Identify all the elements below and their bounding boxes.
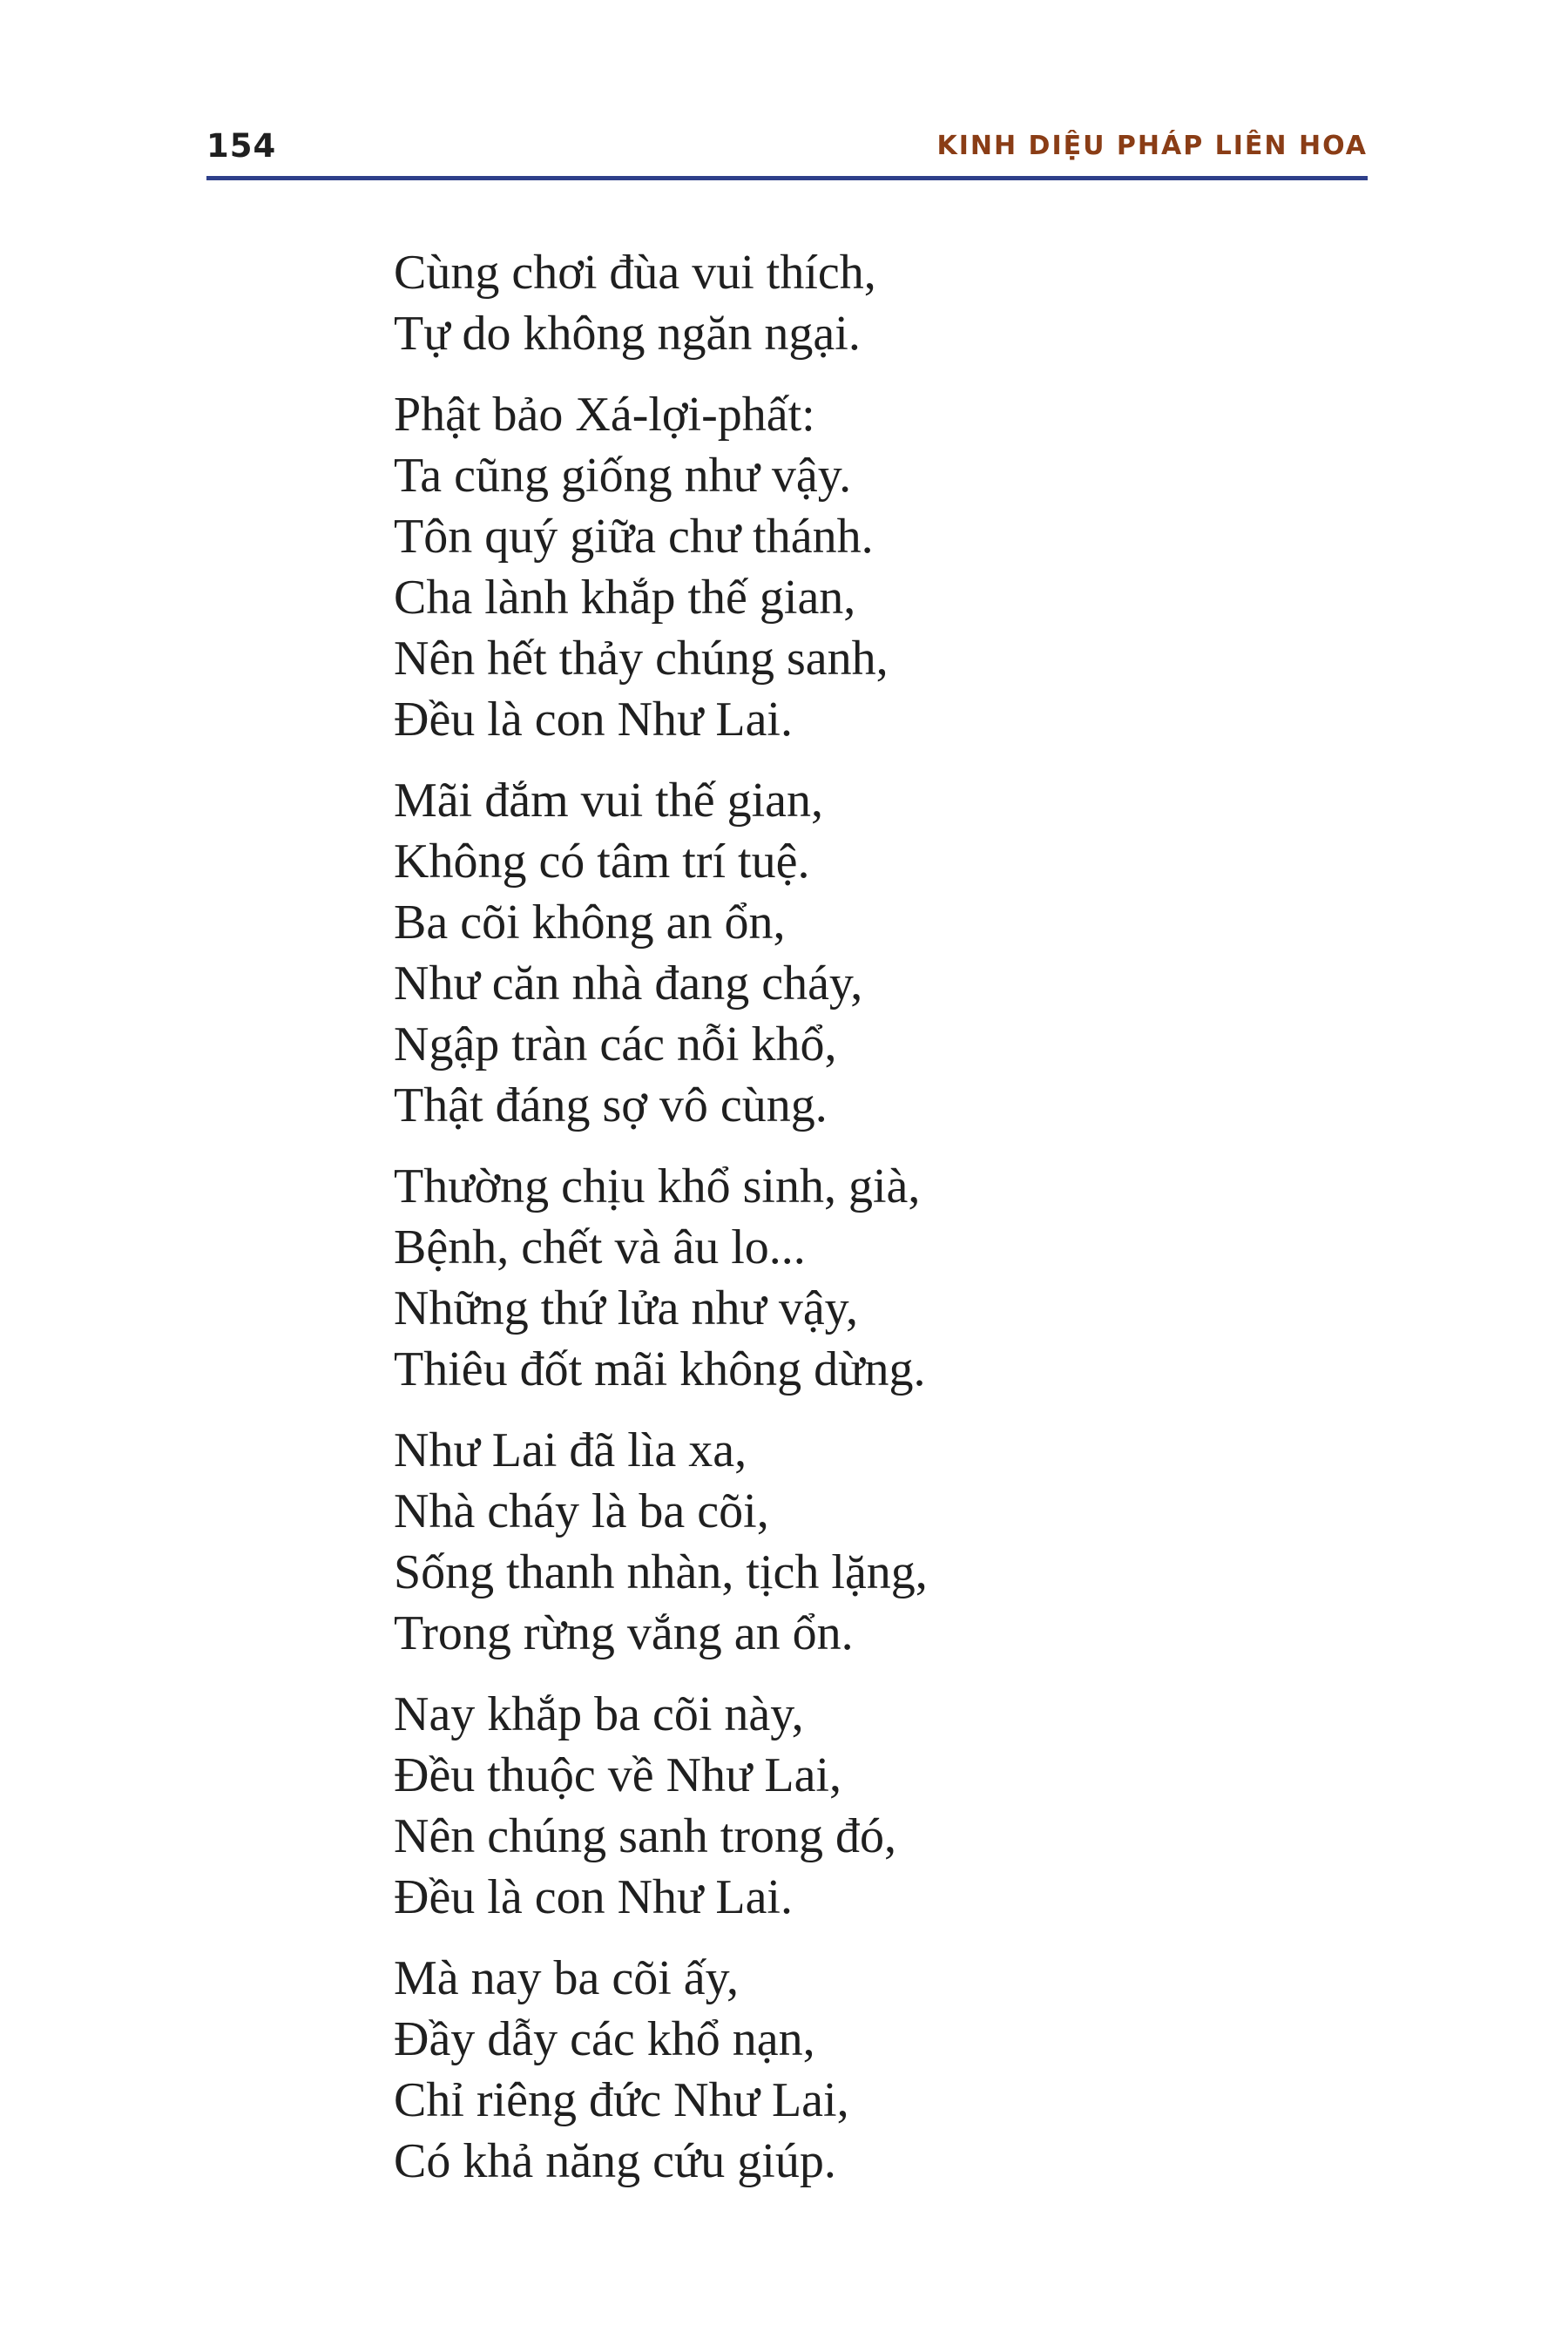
poem-line: Đều là con Như Lai.: [394, 1870, 793, 1924]
book-title: KINH DIỆU PHÁP LIÊN HOA: [936, 131, 1368, 161]
poem-line: Cha lành khắp thế gian,: [394, 571, 856, 625]
stanza: [394, 770, 1352, 1136]
poem-line: Nên chúng sanh trong đó,: [394, 1809, 897, 1863]
poem-line: Chỉ riêng đức Như Lai,: [394, 2073, 849, 2127]
page-number: 154: [206, 127, 277, 165]
stanza: [394, 1156, 1352, 1400]
running-header: [206, 120, 1368, 181]
poem-line: Nhà cháy là ba cõi,: [394, 1484, 769, 1538]
poem-line: Đầy dẫy các khổ nạn,: [394, 2012, 815, 2066]
poem-line: Mà nay ba cõi ấy,: [394, 1951, 739, 2005]
poem-line: Không có tâm trí tuệ.: [394, 835, 810, 889]
poem-line: Tự do không ngăn ngại.: [394, 307, 861, 361]
poem-line: Thật đáng sợ vô cùng.: [394, 1078, 828, 1132]
poem-line: Cùng chơi đùa vui thích,: [394, 246, 876, 300]
poem-line: Như Lai đã lìa xa,: [394, 1423, 747, 1477]
stanza: [394, 384, 1352, 750]
poem-line: Nay khắp ba cõi này,: [394, 1687, 804, 1741]
stanza: [394, 1420, 1352, 1664]
poem-line: Phật bảo Xá-lợi-phất:: [394, 388, 815, 442]
poem-line: Ngập tràn các nỗi khổ,: [394, 1017, 837, 1071]
poem-line: Bệnh, chết và âu lo...: [394, 1220, 806, 1274]
poem-line: Như căn nhà đang cháy,: [394, 956, 863, 1010]
header-rule: [206, 176, 1368, 180]
poem-line: Đều là con Như Lai.: [394, 693, 793, 747]
poem-line: Sống thanh nhàn, tịch lặng,: [394, 1545, 928, 1599]
poem-line: Có khả năng cứu giúp.: [394, 2134, 836, 2188]
poem-line: Đều thuộc về Như Lai,: [394, 1748, 841, 1802]
poem-line: Nên hết thảy chúng sanh,: [394, 632, 889, 686]
poem-line: Ba cõi không an ổn,: [394, 896, 786, 950]
poem-line: Ta cũng giống như vậy.: [394, 449, 852, 503]
poem-line: Thường chịu khổ sinh, già,: [394, 1159, 921, 1213]
poem: [394, 242, 1352, 2212]
stanza: [394, 1684, 1352, 1928]
poem-line: Trong rừng vắng an ổn.: [394, 1606, 854, 1660]
poem-line: Tôn quý giữa chư thánh.: [394, 510, 874, 564]
poem-line: Những thứ lửa như vậy,: [394, 1281, 859, 1335]
stanza: [394, 242, 1352, 364]
poem-line: Thiêu đốt mãi không dừng.: [394, 1342, 926, 1396]
stanza: [394, 1948, 1352, 2192]
poem-line: Mãi đắm vui thế gian,: [394, 774, 824, 828]
